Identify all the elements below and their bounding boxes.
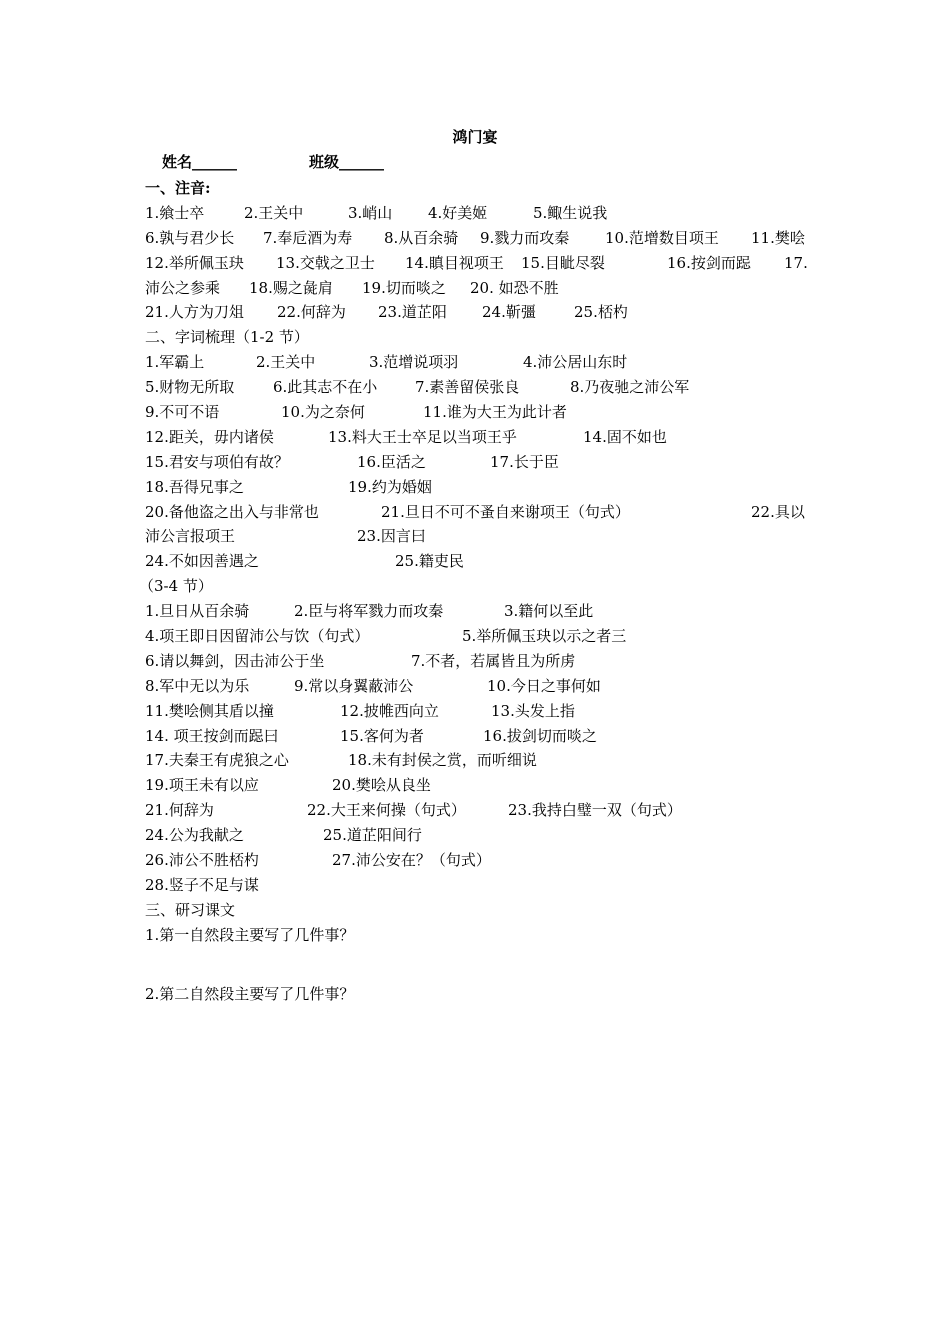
exercise-row <box>145 425 810 450</box>
exercise-row <box>145 350 810 375</box>
exercise-item: 19.项王未有以应 <box>145 776 259 795</box>
exercise-row <box>145 724 810 749</box>
exercise-item: 5.财物无所取 <box>145 378 235 397</box>
exercise-row <box>145 524 810 549</box>
exercise-item: 14.固不如也 <box>583 427 667 446</box>
exercise-item: 13.交戟之卫士 <box>276 253 375 272</box>
exercise-item: 10.今日之事何如 <box>487 676 601 695</box>
exercise-item: 1.飨士卒 <box>145 203 205 222</box>
exercise-item: 7.不者，若属皆且为所虏 <box>411 651 576 670</box>
exercise-item: 21.旦日不可不蚤自来谢项王（句式） <box>381 502 630 521</box>
exercise-row <box>145 674 810 699</box>
exercise-item: 8.乃夜驰之沛公军 <box>570 378 690 397</box>
student-info-row <box>162 151 384 172</box>
exercise-item: 16.臣活之 <box>357 452 426 471</box>
exercise-item: 22.大王来何操（句式） <box>307 801 466 820</box>
exercise-item: 25.道芷阳间行 <box>323 826 422 845</box>
exercise-row <box>145 500 810 525</box>
exercise-item: 3.范增说项羽 <box>369 353 459 372</box>
exercise-row <box>145 400 810 425</box>
exercise-item: 1.军霸上 <box>145 353 205 372</box>
exercise-row <box>145 798 810 823</box>
exercise-item: 26.沛公不胜桮杓 <box>145 851 259 870</box>
exercise-item: 6.请以舞剑，因击沛公于坐 <box>145 651 325 670</box>
exercise-item: 15.君安与项伯有故？ <box>145 452 289 471</box>
exercise-item: 7.素善留侯张良 <box>415 378 520 397</box>
exercise-item: 19.切而啖之 <box>362 278 446 297</box>
section-heading-vocabulary: 二、字词梳理（1-2 节） <box>145 328 309 347</box>
exercise-item: 11.谁为大王为此计者 <box>423 403 567 422</box>
exercise-item: 25.桮杓 <box>574 303 628 322</box>
name-field-label: 姓名______ <box>162 153 238 171</box>
exercise-item: 17. <box>784 253 808 272</box>
exercise-row <box>145 475 810 500</box>
exercise-item: 13.料大王士卒足以当项王乎 <box>328 427 517 446</box>
exercise-row <box>145 773 810 798</box>
exercise-item: 11.樊哙 <box>751 228 805 247</box>
exercise-item: 23.道芷阳 <box>378 303 447 322</box>
exercise-item: 17.长于臣 <box>490 452 559 471</box>
exercise-item: 20.备他盗之出入与非常也 <box>145 502 319 521</box>
exercise-item: 16.按剑而跽 <box>667 253 751 272</box>
exercise-item: 12.举所佩玉玦 <box>145 253 244 272</box>
exercise-item: 6.此其志不在小 <box>273 378 378 397</box>
exercise-item: 7.奉卮酒为寿 <box>263 228 353 247</box>
exercise-item: 22.具以 <box>751 502 805 521</box>
answer-space <box>145 948 810 982</box>
exercise-item: 13.头发上指 <box>491 701 575 720</box>
exercise-item: 21.何辞为 <box>145 801 214 820</box>
exercise-item: 10.为之奈何 <box>281 403 365 422</box>
exercise-item: 24.不如因善遇之 <box>145 552 259 571</box>
exercise-item: 2.王关中 <box>244 203 304 222</box>
exercise-item: 22.何辞为 <box>277 303 346 322</box>
exercise-item: 18.未有封侯之赏，而听细说 <box>348 751 537 770</box>
exercise-row <box>145 873 810 898</box>
exercise-row <box>145 549 810 574</box>
exercise-item: 14. 项王按剑而跽曰 <box>145 726 279 745</box>
section-heading-pronunciation: 一、注音: <box>145 179 211 197</box>
exercise-row <box>145 624 810 649</box>
exercise-item: 4.项王即日因留沛公与饮（句式） <box>145 627 370 646</box>
exercise-item: 1.旦日从百余骑 <box>145 602 250 621</box>
exercise-item: 9.戮力而攻秦 <box>480 228 570 247</box>
study-question: 1.第一自然段主要写了几件事？ <box>145 925 355 944</box>
exercise-item: 8.从百余骑 <box>384 228 459 247</box>
exercise-item: 24.靳彊 <box>482 303 536 322</box>
exercise-row <box>145 226 810 251</box>
page-title: 鸿门宴 <box>452 128 498 146</box>
exercise-row <box>145 276 810 301</box>
exercise-item: 14.瞋目视项王 <box>405 253 504 272</box>
exercise-item: 5.举所佩玉玦以示之者三 <box>462 627 627 646</box>
exercise-row <box>145 599 810 624</box>
exercise-item: 12.披帷西向立 <box>340 701 439 720</box>
exercise-row <box>145 823 810 848</box>
exercise-item: 28.竖子不足与谋 <box>145 875 259 894</box>
exercise-item: 2.臣与将军戮力而攻秦 <box>294 602 444 621</box>
exercise-item: 10.范增数目项王 <box>605 228 719 247</box>
exercise-item: 4.沛公居山东时 <box>523 353 628 372</box>
exercise-row <box>145 201 810 226</box>
exercise-item: 19.约为婚姻 <box>348 477 432 496</box>
exercise-item: 18.吾得兄事之 <box>145 477 244 496</box>
exercise-item: 12.距关，毋内诸侯 <box>145 427 274 446</box>
exercise-item: 9.常以身翼蔽沛公 <box>294 676 414 695</box>
exercise-item: 3.籍何以至此 <box>504 602 594 621</box>
exercise-row <box>145 649 810 674</box>
exercise-row <box>145 748 810 773</box>
exercise-item: 5.鲰生说我 <box>533 203 608 222</box>
worksheet-body <box>139 176 810 1007</box>
exercise-item: 25.籍吏民 <box>395 552 464 571</box>
exercise-item: 16.拔剑切而啖之 <box>483 726 597 745</box>
exercise-item: 2.王关中 <box>256 353 316 372</box>
section-heading-study: 三、研习课文 <box>145 900 236 919</box>
exercise-row <box>145 450 810 475</box>
exercise-item: 4.好美姬 <box>428 203 488 222</box>
class-field-label: 班级______ <box>309 153 385 171</box>
exercise-item: 24.公为我献之 <box>145 826 244 845</box>
study-question: 2.第二自然段主要写了几件事？ <box>145 984 355 1003</box>
exercise-row <box>145 375 810 400</box>
subsection-heading: （3-4 节） <box>139 577 213 596</box>
exercise-item: 27.沛公安在？（句式） <box>332 851 491 870</box>
exercise-item: 21.人方为刀俎 <box>145 303 244 322</box>
exercise-item: 20. 如恐不胜 <box>470 278 559 297</box>
exercise-item: 20.樊哙从良坐 <box>332 776 431 795</box>
exercise-item: 15.目眦尽裂 <box>521 253 605 272</box>
exercise-row <box>145 699 810 724</box>
exercise-item: 沛公言报项王 <box>145 527 236 546</box>
exercise-item: 沛公之参乘 <box>145 278 221 297</box>
exercise-item: 18.赐之彘肩 <box>249 278 333 297</box>
exercise-item: 23.我持白璧一双（句式） <box>508 801 682 820</box>
exercise-item: 9.不可不语 <box>145 403 220 422</box>
exercise-item: 23.因言曰 <box>357 527 426 546</box>
exercise-item: 11.樊哙侧其盾以撞 <box>145 701 274 720</box>
exercise-item: 6.孰与君少长 <box>145 228 235 247</box>
exercise-item: 8.军中无以为乐 <box>145 676 250 695</box>
exercise-row <box>145 848 810 873</box>
exercise-item: 15.客何为者 <box>340 726 424 745</box>
exercise-item: 3.峭山 <box>348 203 393 222</box>
exercise-row <box>145 300 810 325</box>
exercise-row <box>145 251 810 276</box>
exercise-item: 17.夫秦王有虎狼之心 <box>145 751 289 770</box>
